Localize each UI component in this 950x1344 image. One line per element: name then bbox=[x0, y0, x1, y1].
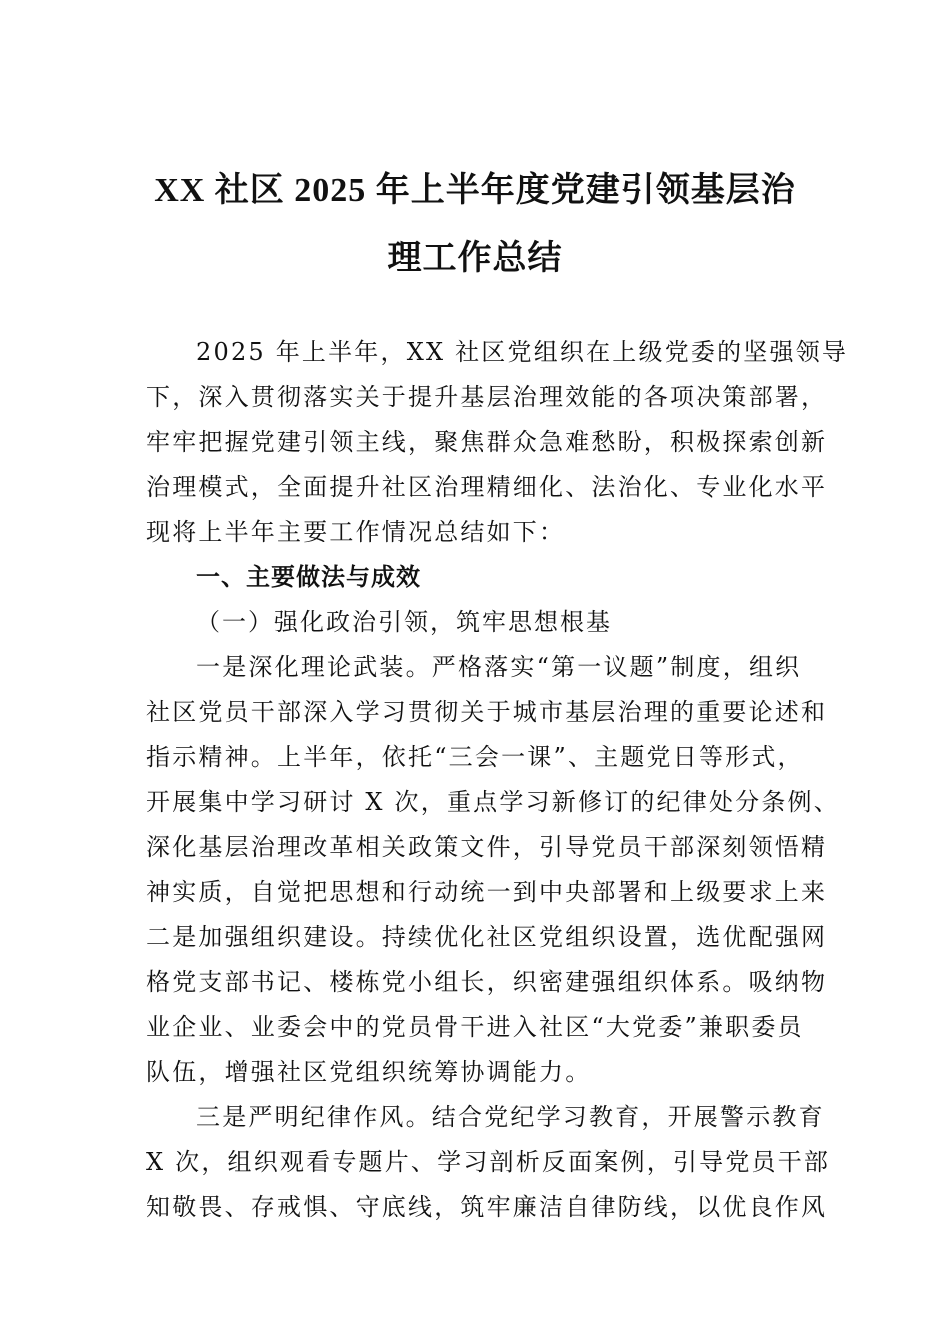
paragraph-line: 三是严明纪律作风。结合党纪学习教育，开展警示教育 bbox=[196, 1103, 825, 1131]
paragraph-line: 队伍，增强社区党组织统筹协调能力。 bbox=[146, 1058, 592, 1086]
paragraph-line: 一是深化理论武装。严格落实“第一议题”制度，组织 bbox=[196, 653, 802, 681]
paragraph-line: 格党支部书记、楼栋党小组长，织密建强组织体系。吸纳物 bbox=[146, 968, 828, 996]
paragraph-line: 开展集中学习研讨 X 次，重点学习新修订的纪律处分条例、 bbox=[146, 788, 840, 816]
document-body bbox=[146, 330, 849, 1230]
document-title-line-2: 理工作总结 bbox=[387, 240, 563, 277]
paragraph-line: 2025 年上半年，XX 社区党组织在上级党委的坚强领导 bbox=[196, 338, 849, 366]
paragraph-line: 现将上半年主要工作情况总结如下： bbox=[146, 518, 566, 546]
paragraph-line: 业企业、业委会中的党员骨干进入社区“大党委”兼职委员 bbox=[146, 1013, 804, 1041]
paragraph-line: 知敬畏、存戒惧、守底线，筑牢廉洁自律防线，以优良作风 bbox=[146, 1193, 828, 1221]
paragraph-line: 指示精神。上半年，依托“三会一课”、主题党日等形式， bbox=[146, 743, 804, 771]
paragraph-line: 治理模式，全面提升社区治理精细化、法治化、专业化水平 bbox=[146, 473, 828, 501]
subsection-heading: （一）强化政治引领，筑牢思想根基 bbox=[196, 608, 612, 636]
paragraph-line: 二是加强组织建设。持续优化社区党组织设置，选优配强网 bbox=[146, 923, 828, 951]
paragraph-line: 牢牢把握党建引领主线，聚焦群众急难愁盼，积极探索创新 bbox=[146, 428, 828, 456]
paragraph-line: 神实质，自觉把思想和行动统一到中央部署和上级要求上来 bbox=[146, 878, 828, 906]
section-heading: 一、主要做法与成效 bbox=[196, 563, 421, 591]
document-title-line-1: XX 社区 2025 年上半年度党建引领基层治 bbox=[154, 172, 796, 209]
paragraph-line: 社区党员干部深入学习贯彻关于城市基层治理的重要论述和 bbox=[146, 698, 828, 726]
paragraph-line: 深化基层治理改革相关政策文件，引导党员干部深刻领悟精 bbox=[146, 833, 828, 861]
paragraph-line: X 次，组织观看专题片、学习剖析反面案例，引导党员干部 bbox=[146, 1148, 831, 1176]
paragraph-line: 下，深入贯彻落实关于提升基层治理效能的各项决策部署， bbox=[146, 383, 828, 411]
